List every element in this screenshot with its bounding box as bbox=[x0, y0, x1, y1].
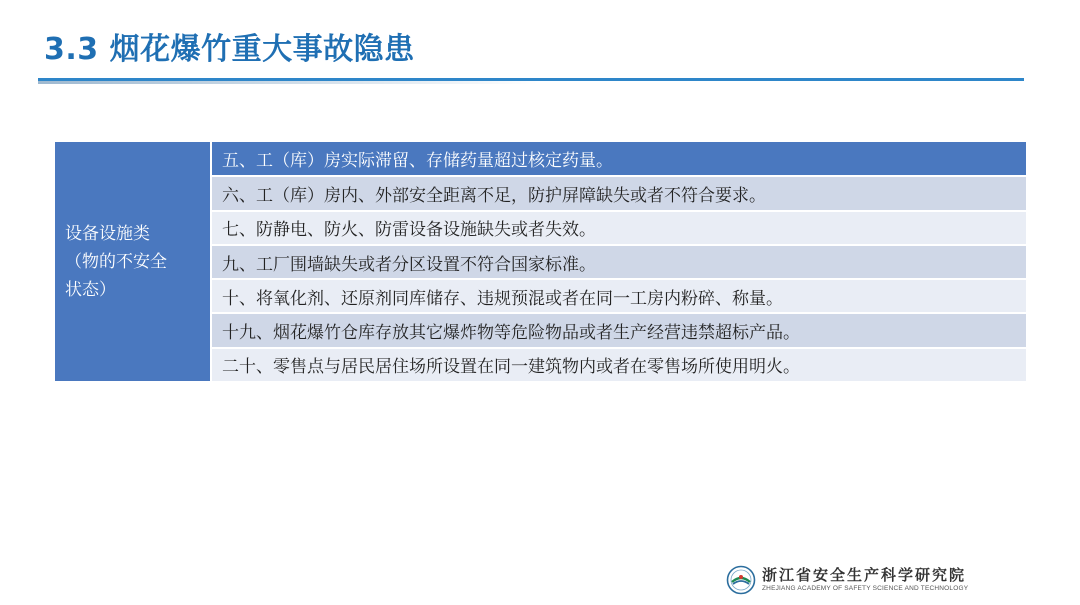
academy-name-en: ZHEJIANG ACADEMY OF SAFETY SCIENCE AND TECHNOLOGY bbox=[762, 585, 969, 592]
academy-name-cn: 浙江省安全生产科学研究院 bbox=[762, 566, 967, 584]
category-label-line-3: 状态） bbox=[65, 279, 116, 300]
category-label-line-1: 设备设施类 bbox=[65, 223, 150, 244]
hazard-item-6: 六、工（库）房内、外部安全距离不足，防护屏障缺失或者不符合要求。 bbox=[211, 176, 1026, 210]
hazard-item-10: 十、将氧化剂、还原剂同库储存、违规预混或者在同一工房内粉碎、称量。 bbox=[211, 279, 1026, 313]
hazard-item-5: 五、工（库）房实际滞留、存储药量超过核定药量。 bbox=[211, 142, 1026, 176]
academy-logo bbox=[726, 565, 968, 595]
table-row bbox=[55, 142, 1026, 176]
category-label-line-2: （物的不安全 bbox=[65, 251, 167, 272]
hazard-table bbox=[55, 142, 1026, 383]
page-title: 3.3 烟花爆竹重大事故隐患 bbox=[44, 32, 415, 67]
hazard-item-19: 十九、烟花爆竹仓库存放其它爆炸物等危险物品或者生产经营违禁超标产品。 bbox=[211, 313, 1026, 347]
hazard-item-9: 九、工厂围墙缺失或者分区设置不符合国家标准。 bbox=[211, 245, 1026, 279]
hazard-item-20: 二十、零售点与居民居住场所设置在同一建筑物内或者在零售场所使用明火。 bbox=[211, 348, 1026, 382]
category-cell bbox=[55, 142, 211, 382]
hazard-item-7: 七、防静电、防火、防雷设备设施缺失或者失效。 bbox=[211, 211, 1026, 245]
academy-emblem-icon bbox=[726, 565, 756, 595]
title-divider-shadow bbox=[38, 81, 538, 84]
